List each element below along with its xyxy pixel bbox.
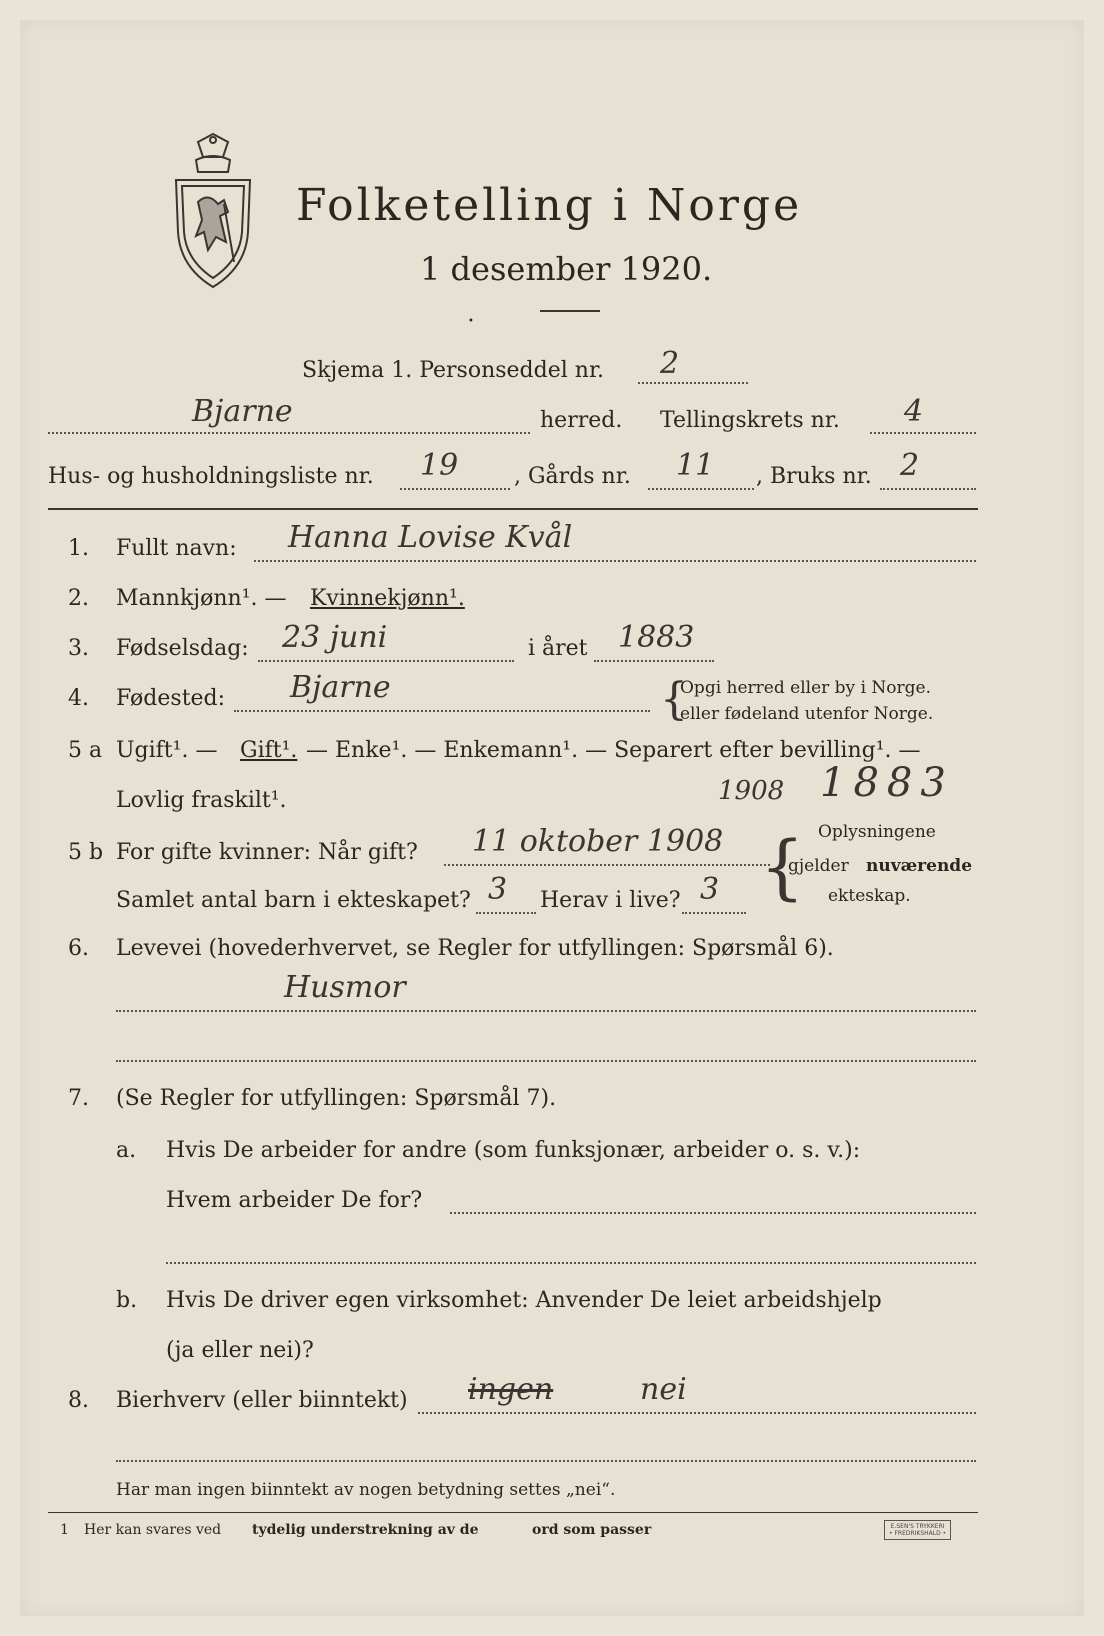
form-title: Folketelling i Norge — [296, 180, 803, 231]
birth-year-value[interactable]: 1883 — [618, 620, 695, 655]
q6-dots-2 — [116, 1060, 976, 1062]
q3-year-label: i året — [528, 636, 588, 661]
skjema-dots — [638, 382, 748, 384]
header-divider — [48, 508, 978, 510]
q5b-children-label: Samlet antal barn i ekteskapet? — [116, 888, 471, 913]
q6-number: 6. — [68, 936, 89, 961]
q7a-dots-1[interactable] — [450, 1212, 976, 1214]
q7-label: (Se Regler for utfyllingen: Spørsmål 7). — [116, 1086, 557, 1111]
q5b-label: For gifte kvinner: Når gift? — [116, 840, 418, 865]
gards-dots — [648, 488, 754, 490]
herred-value[interactable]: Bjarne — [192, 394, 293, 429]
printer-stamp-line1: E.SEN'S TRYKKERI — [890, 1523, 945, 1530]
q1-label: Fullt navn: — [116, 536, 237, 561]
footnote-mark: 1 — [60, 1522, 69, 1538]
q6-label: Levevei (hovederhvervet, se Regler for utfyllingen: Spørsmål 6). — [116, 936, 834, 961]
gender-male-option[interactable]: Mannkjønn¹. — — [116, 586, 287, 611]
skjema-value[interactable]: 2 — [660, 346, 680, 381]
q5b-note-1: Oplysningene — [818, 822, 936, 842]
q7b-line2: (ja eller nei)? — [166, 1338, 314, 1363]
tellingskrets-label: Tellingskrets nr. — [660, 408, 840, 433]
birthplace-value[interactable]: Bjarne — [290, 670, 391, 705]
printer-stamp — [884, 1520, 951, 1540]
q5b-number: 5 b — [68, 840, 104, 865]
q7a-letter: a. — [116, 1138, 137, 1163]
skjema-label: Skjema 1. Personseddel nr. — [302, 358, 605, 383]
q8-number: 8. — [68, 1388, 89, 1413]
bruks-value[interactable]: 2 — [900, 448, 920, 483]
footnote-text: Her kan svares ved — [84, 1522, 222, 1538]
q4-brace: { — [660, 674, 688, 725]
q4-note-2: eller fødeland utenfor Norge. — [680, 704, 934, 724]
marital-ugift-option[interactable]: Ugift¹. — — [116, 738, 218, 763]
children-alive-value[interactable]: 3 — [700, 872, 720, 907]
q8-dots-2 — [116, 1460, 976, 1462]
q7-number: 7. — [68, 1086, 89, 1111]
side-income-value[interactable]: nei — [640, 1372, 687, 1407]
q5b-brace: { — [760, 826, 805, 908]
marriage-date-value[interactable]: 11 oktober 1908 — [472, 824, 724, 859]
q3-number: 3. — [68, 636, 89, 661]
q7a-label: Hvis De arbeider for andre (som funksjonær, arbeider o. s. v.): — [166, 1138, 861, 1163]
footnote-text2: ord som passer — [532, 1522, 652, 1538]
q8-label: Bierhverv (eller biinntekt) — [116, 1388, 408, 1413]
q5a-hand-note-2: 1883 — [820, 760, 954, 806]
q7a-line2: Hvem arbeider De for? — [166, 1188, 423, 1213]
hus-dots — [400, 488, 510, 490]
occupation-value[interactable]: Husmor — [284, 970, 406, 1005]
gender-female-option[interactable]: Kvinnekjønn¹. — [310, 586, 465, 611]
herred-dots — [48, 432, 530, 434]
q5b-alive-dots — [682, 912, 746, 914]
q4-note-1: Opgi herred eller by i Norge. — [680, 678, 931, 698]
q5b-note-2b: nuværende — [866, 856, 973, 876]
full-name-value[interactable]: Hanna Lovise Kvål — [288, 520, 573, 555]
q3-label: Fødselsdag: — [116, 636, 249, 661]
marital-gift-option[interactable]: Gift¹. — [240, 738, 298, 763]
q5a-number: 5 a — [68, 738, 103, 763]
q8-dots — [418, 1412, 976, 1414]
children-count-value[interactable]: 3 — [488, 872, 508, 907]
q4-number: 4. — [68, 686, 89, 711]
q6-dots-1 — [116, 1010, 976, 1012]
footnote-divider — [48, 1512, 978, 1513]
q1-number: 1. — [68, 536, 89, 561]
q5a-hand-note-1: 1908 — [718, 776, 785, 806]
gards-value[interactable]: 11 — [676, 448, 715, 483]
birthday-value[interactable]: 23 juni — [282, 620, 388, 655]
title-dot: • — [468, 316, 474, 327]
q2-number: 2. — [68, 586, 89, 611]
q5b-dots — [444, 864, 770, 866]
census-form-sheet — [20, 20, 1084, 1616]
q3-dots — [258, 660, 514, 662]
printer-stamp-line2: • FREDRIKSHALD • — [889, 1530, 947, 1537]
q5b-children-dots — [476, 912, 536, 914]
q5b-alive-label: Herav i live? — [540, 888, 681, 913]
tellingskrets-dots — [870, 432, 976, 434]
marital-other-options[interactable]: — Enke¹. — Enkemann¹. — Separert efter bevilling¹. — — [306, 738, 921, 763]
bruks-dots — [880, 488, 976, 490]
q4-label: Fødested: — [116, 686, 226, 711]
hus-value[interactable]: 19 — [420, 448, 459, 483]
tellingskrets-value[interactable]: 4 — [904, 394, 924, 429]
q5b-note-3: ekteskap. — [828, 886, 911, 906]
herred-label: herred. — [540, 408, 623, 433]
norway-coat-of-arms-icon — [168, 132, 258, 292]
hus-label: Hus- og husholdningsliste nr. — [48, 464, 374, 489]
q4-dots — [234, 710, 650, 712]
q1-dots — [254, 560, 976, 562]
q7a-dots-2[interactable] — [166, 1262, 976, 1264]
marital-fraskilt-option[interactable]: Lovlig fraskilt¹. — [116, 788, 287, 813]
footnote-bold: tydelig understrekning av de — [252, 1522, 479, 1538]
q7b-label: Hvis De driver egen virksomhet: Anvender De leiet arbeidshjelp — [166, 1288, 882, 1313]
q8-footer-note: Har man ingen biinntekt av nogen betydning settes „nei“. — [116, 1480, 616, 1500]
side-income-struck-value: ingen — [468, 1372, 554, 1407]
census-date: 1 desember 1920. — [420, 250, 713, 288]
bruks-label: , Bruks nr. — [756, 464, 872, 489]
gards-label: , Gårds nr. — [514, 464, 631, 489]
q5b-note-2: gjelder — [788, 856, 849, 876]
q7b-letter: b. — [116, 1288, 138, 1313]
q3-year-dots — [594, 660, 714, 662]
title-rule — [540, 310, 600, 312]
